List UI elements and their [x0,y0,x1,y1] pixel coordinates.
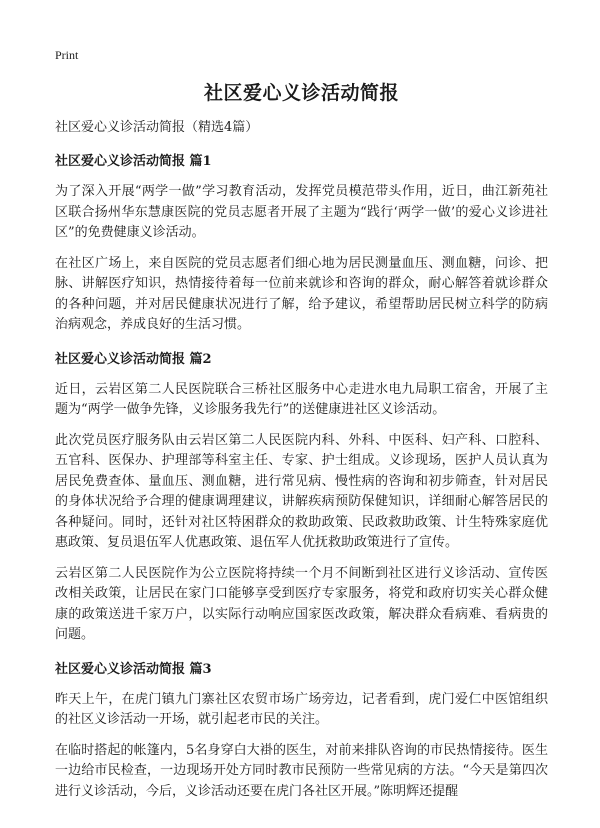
section-3 [55,660,548,803]
paragraph: 在临时搭起的帐篷内，5名身穿白大褂的医生，对前来排队咨询的市民热情接待。医生一边给市民检查，一边现场开处方同时教市民预防一些常见病的方法。“今天是第四次进行义诊活动，今后，义诊活动还要在虎门各社区开展。”陈明辉还提醒 [55,742,548,799]
document-subtitle: 社区爱心义诊活动简报（精选4篇） [55,120,259,135]
paragraph: 在社区广场上，来自医院的党员志愿者们细心地为居民测量血压、测血糖，问诊、把脉、讲解医疗知识，热情接待着每一位前来就诊和咨询的群众，耐心解答着就诊群众的各种问题，并对居民健康状况进行了解，给予建议，希望帮助居民树立科学的防病治病观念，养成良好的生活习惯。 [55,255,548,332]
print-link[interactable]: Print [55,48,79,62]
section-1 [55,152,548,336]
paragraph: 为了深入开展“两学一做”学习教育活动，发挥党员模范带头作用，近日，曲江新苑社区联合扬州华东慧康医院的党员志愿者开展了主题为“践行‘两学一做’的爱心义诊进社区”的免费健康义诊活动。 [55,184,548,240]
section-heading: 社区爱心义诊活动简报 篇3 [55,661,212,677]
paragraph: 此次党员医疗服务队由云岩区第二人民医院内科、外科、中医科、妇产科、口腔科、五官科、医保办、护理部等科室主任、专家、护士组成。义诊现场，医护人员认真为居民免费查体、量血压、测血糖，进行常见病、慢性病的咨询和初步筛查，针对居民的身体状况给予合理的健康调理建议，讲解疾病预防保健知识，详细耐心解答居民的各种疑问。同时，还针对社区特困群众的救助政策、民政救助政策、计生特殊家庭优惠政策、复员退伍军人优惠政策、退伍军人优抚救助政策进行了宣传。 [55,432,548,550]
section-heading: 社区爱心义诊活动简报 篇2 [55,351,212,367]
paragraph: 昨天上午，在虎门镇九门寨社区农贸市场广场旁边，记者看到，虎门爱仁中医馆组织的社区义诊活动一开场，就引起老市民的关注。 [55,691,548,727]
page-title: 社区爱心义诊活动简报 [203,82,399,104]
section-2 [55,350,548,646]
paragraph: 近日，云岩区第二人民医院联合三桥社区服务中心走进水电九局职工宿舍，开展了主题为“两学一做争先锋，义诊服务我先行”的送健康进社区义诊活动。 [55,381,548,417]
section-heading: 社区爱心义诊活动简报 篇1 [55,154,212,169]
paragraph: 云岩区第二人民医院作为公立医院将持续一个月不间断到社区进行义诊活动、宣传医改相关政策，让居民在家门口能够享受到医疗专家服务，将党和政府切实关心群众健康的政策送进千家万户，以实际行动响应国家医改政策，解决群众看病难、看病贵的问题。 [55,565,548,642]
